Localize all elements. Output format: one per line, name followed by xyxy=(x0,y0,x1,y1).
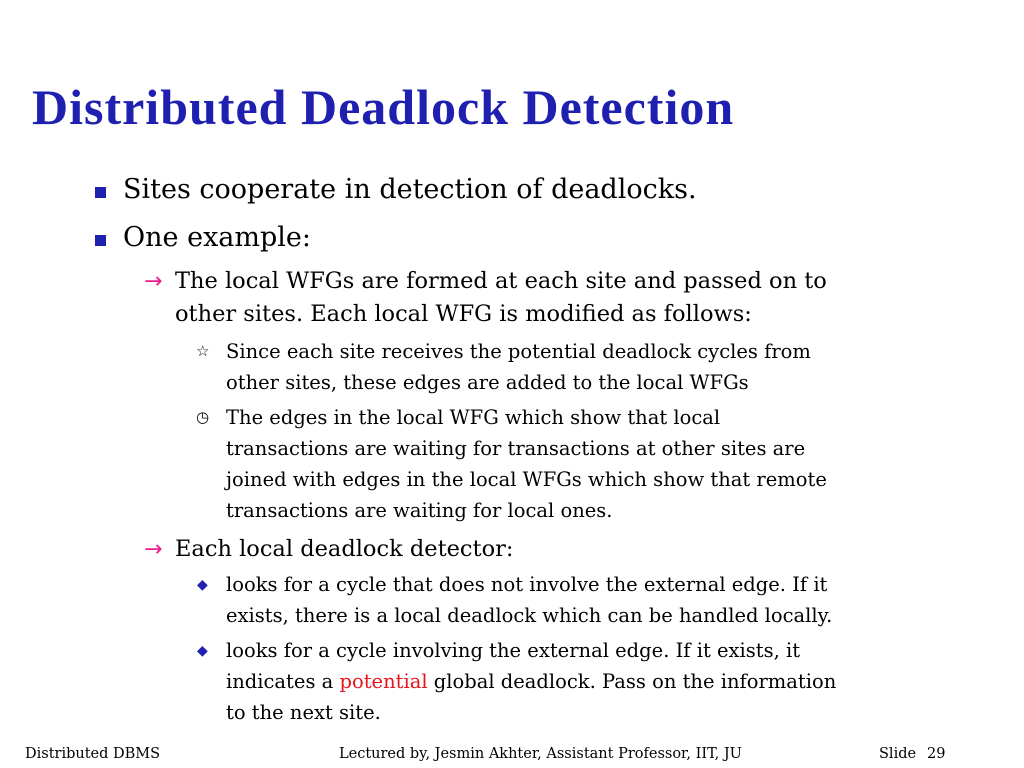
footer-course: Distributed DBMS xyxy=(25,746,161,762)
footer-lecturer: Lectured by, Jesmin Akhter, Assistant Professor, IIT, JU xyxy=(339,746,742,762)
arrow-right-icon: → xyxy=(144,537,163,562)
bullet-text-line: The local WFGs are formed at each site and passed on to xyxy=(175,268,827,294)
diamond-bullet-icon: ◆ xyxy=(197,643,208,659)
star-icon: ☆ xyxy=(196,342,210,360)
footer-slide-label: Slide xyxy=(879,746,917,762)
bullet-text-line xyxy=(226,666,836,697)
bullet-text-line: exists, there is a local deadlock which can be handled locally. xyxy=(226,604,833,627)
bullet-text-line: Since each site receives the potential deadlock cycles from xyxy=(226,340,811,363)
bullet-text-line: other sites, these edges are added to the local WFGs xyxy=(226,371,749,394)
highlight-potential: potential xyxy=(339,670,428,693)
bullet-text-line: to the next site. xyxy=(226,701,381,724)
bullet-text-line: transactions are waiting for local ones. xyxy=(226,499,613,522)
arrow-right-icon: → xyxy=(144,269,163,294)
bullet-text: Sites cooperate in detection of deadlocks. xyxy=(123,174,697,205)
bullet-text-line: other sites. Each local WFG is modified as follows: xyxy=(175,301,752,327)
footer-slide-number: 29 xyxy=(927,746,946,762)
bullet-text-line: looks for a cycle that does not involve the external edge. If it xyxy=(226,573,828,596)
square-bullet-icon xyxy=(95,235,106,246)
slide-title: Distributed Deadlock Detection xyxy=(32,79,735,135)
bullet-text-line: Each local deadlock detector: xyxy=(175,536,514,562)
bullet-text-line: looks for a cycle involving the external edge. If it exists, it xyxy=(226,639,801,662)
bullet-text: One example: xyxy=(123,222,311,253)
text-fragment: global deadlock. Pass on the information xyxy=(427,670,837,693)
square-bullet-icon xyxy=(95,187,106,198)
bullet-text-line: transactions are waiting for transactions at other sites are xyxy=(226,437,806,460)
diamond-bullet-icon: ◆ xyxy=(197,577,208,593)
bullet-text-line: joined with edges in the local WFGs which show that remote xyxy=(226,468,827,491)
bullet-text-line: The edges in the local WFG which show that local xyxy=(226,406,721,429)
text-fragment: indicates a xyxy=(226,670,340,693)
clock-icon: ◷ xyxy=(196,408,210,426)
